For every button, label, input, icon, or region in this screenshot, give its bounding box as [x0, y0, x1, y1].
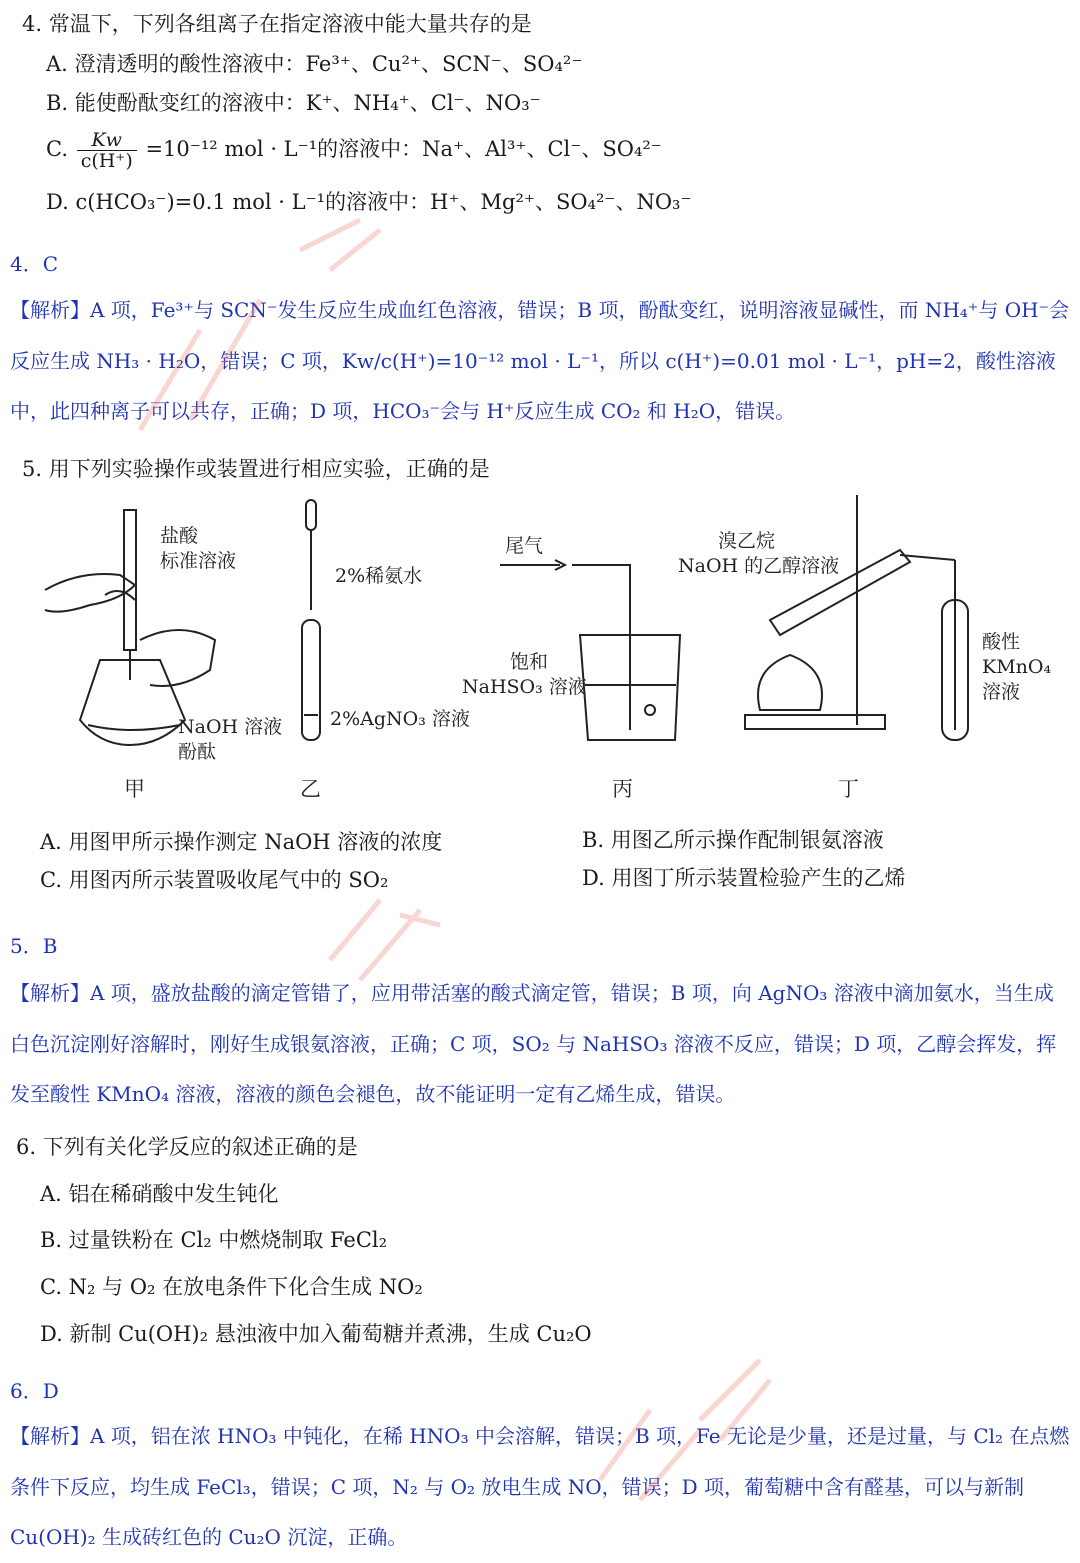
explanation-tag: 【解析】	[10, 1424, 90, 1448]
explanation-text: A 项，盛放盐酸的滴定管错了，应用带活塞的酸式滴定管，错误；B 项，向 AgNO₃ 溶液中滴加氨水，当生成白色沉淀刚好溶解时，刚好生成银氨溶液，正确；C 项，SO₂ 与 NaHSO₃ 溶液不反应，错误；D 项，乙醇会挥发，挥发至酸性 KMnO₄ 溶液，溶液的颜色会褪色，故不能证明一定有乙烯生成，错误。	[10, 981, 1057, 1106]
experiment-figures	[0, 490, 1080, 820]
q4-option-a: A. 澄清透明的酸性溶液中：Fe³⁺、Cu²⁺、SCN⁻、SO₄²⁻	[46, 52, 583, 76]
q4-explanation	[10, 285, 1072, 437]
caption-bing: 丙	[612, 777, 633, 801]
label-jia-3: NaOH 溶液	[178, 716, 283, 738]
fraction-denominator: c(H⁺)	[80, 150, 133, 172]
explanation-tag: 【解析】	[10, 298, 90, 322]
q5-explanation	[10, 968, 1072, 1120]
fraction-numerator: Kw	[77, 130, 137, 151]
q5-stem: 5. 用下列实验操作或装置进行相应实验，正确的是	[22, 457, 490, 481]
label-bing-2: 饱和	[510, 651, 549, 673]
caption-ding: 丁	[838, 777, 859, 801]
label-yi-2: 2%AgNO₃ 溶液	[330, 708, 470, 730]
q5-option-a: A. 用图甲所示操作测定 NaOH 溶液的浓度	[40, 830, 443, 854]
q6-option-d: D. 新制 Cu(OH)₂ 悬浊液中加入葡萄糖并煮沸，生成 Cu₂O	[40, 1322, 592, 1346]
kw-fraction	[77, 130, 137, 171]
q6-answer: 6．D	[10, 1379, 59, 1403]
figure-ding-apparatus	[745, 495, 968, 740]
figure-bing-apparatus	[500, 560, 680, 740]
label-ding-5: 溶液	[982, 681, 1021, 703]
label-bing-3: NaHSO₃ 溶液	[462, 676, 587, 698]
q6-option-c: C. N₂ 与 O₂ 在放电条件下化合生成 NO₂	[40, 1275, 423, 1299]
q4-option-c	[46, 130, 662, 171]
label-yi-1: 2%稀氨水	[335, 565, 423, 587]
q4-answer: 4．C	[10, 252, 59, 276]
label-ding-4: KMnO₄	[982, 656, 1052, 678]
explanation-text: A 项，Fe³⁺与 SCN⁻发生反应生成血红色溶液，错误；B 项，酚酞变红，说明溶液显碱性，而 NH₄⁺与 OH⁻会反应生成 NH₃ · H₂O，错误；C 项，Kw/c(H⁺)=10⁻¹² mol · L⁻¹，所以 c(H⁺)=0.01 mol · L⁻¹，pH=2，酸性溶液中，此四种离子可以共存，正确；D 项，HCO₃⁻会与 H⁺反应生成 CO₂ 和 H₂O，错误。	[10, 298, 1070, 423]
q4-option-d: D. c(HCO₃⁻)=0.1 mol · L⁻¹的溶液中：H⁺、Mg²⁺、SO₄²⁻、NO₃⁻	[46, 190, 692, 214]
q6-option-a: A. 铝在稀硝酸中发生钝化	[40, 1182, 279, 1206]
caption-jia: 甲	[124, 777, 145, 801]
explanation-tag: 【解析】	[10, 981, 90, 1005]
q5-option-c: C. 用图丙所示装置吸收尾气中的 SO₂	[40, 868, 389, 892]
explanation-text: A 项，铝在浓 HNO₃ 中钝化，在稀 HNO₃ 中会溶解，错误；B 项，Fe 无论是少量，还是过量，与 Cl₂ 在点燃条件下反应，均生成 FeCl₃，错误；C 项，N₂ 与 O₂ 放电生成 NO，错误；D 项，葡萄糖中含有醛基，可以与新制 Cu(OH)₂ 生成砖红色的 Cu₂O 沉淀，正确。	[10, 1424, 1070, 1549]
caption-yi: 乙	[300, 777, 321, 801]
figure-yi-apparatus	[302, 500, 320, 740]
q4-option-b: B. 能使酚酞变红的溶液中：K⁺、NH₄⁺、Cl⁻、NO₃⁻	[46, 91, 541, 115]
q4-stem: 4. 常温下，下列各组离子在指定溶液中能大量共存的是	[22, 12, 532, 36]
label-jia-4: 酚酞	[178, 741, 217, 763]
q5-answer: 5．B	[10, 934, 58, 958]
label-jia-1: 盐酸	[160, 525, 199, 547]
q4-option-c-prefix: C.	[46, 137, 68, 161]
q6-option-b: B. 过量铁粉在 Cl₂ 中燃烧制取 FeCl₂	[40, 1228, 388, 1252]
q5-option-d: D. 用图丁所示装置检验产生的乙烯	[582, 866, 906, 890]
q5-option-b: B. 用图乙所示操作配制银氨溶液	[582, 828, 884, 852]
label-ding-2: NaOH 的乙醇溶液	[678, 555, 840, 577]
label-jia-2: 标准溶液	[160, 550, 237, 572]
q6-explanation	[10, 1411, 1072, 1563]
label-ding-3: 酸性	[982, 631, 1021, 653]
q6-stem: 6. 下列有关化学反应的叙述正确的是	[16, 1135, 358, 1159]
label-bing-1: 尾气	[505, 535, 544, 557]
label-ding-1: 溴乙烷	[718, 530, 776, 552]
q4-option-c-suffix: =10⁻¹² mol · L⁻¹的溶液中：Na⁺、Al³⁺、Cl⁻、SO₄²⁻	[145, 137, 662, 161]
